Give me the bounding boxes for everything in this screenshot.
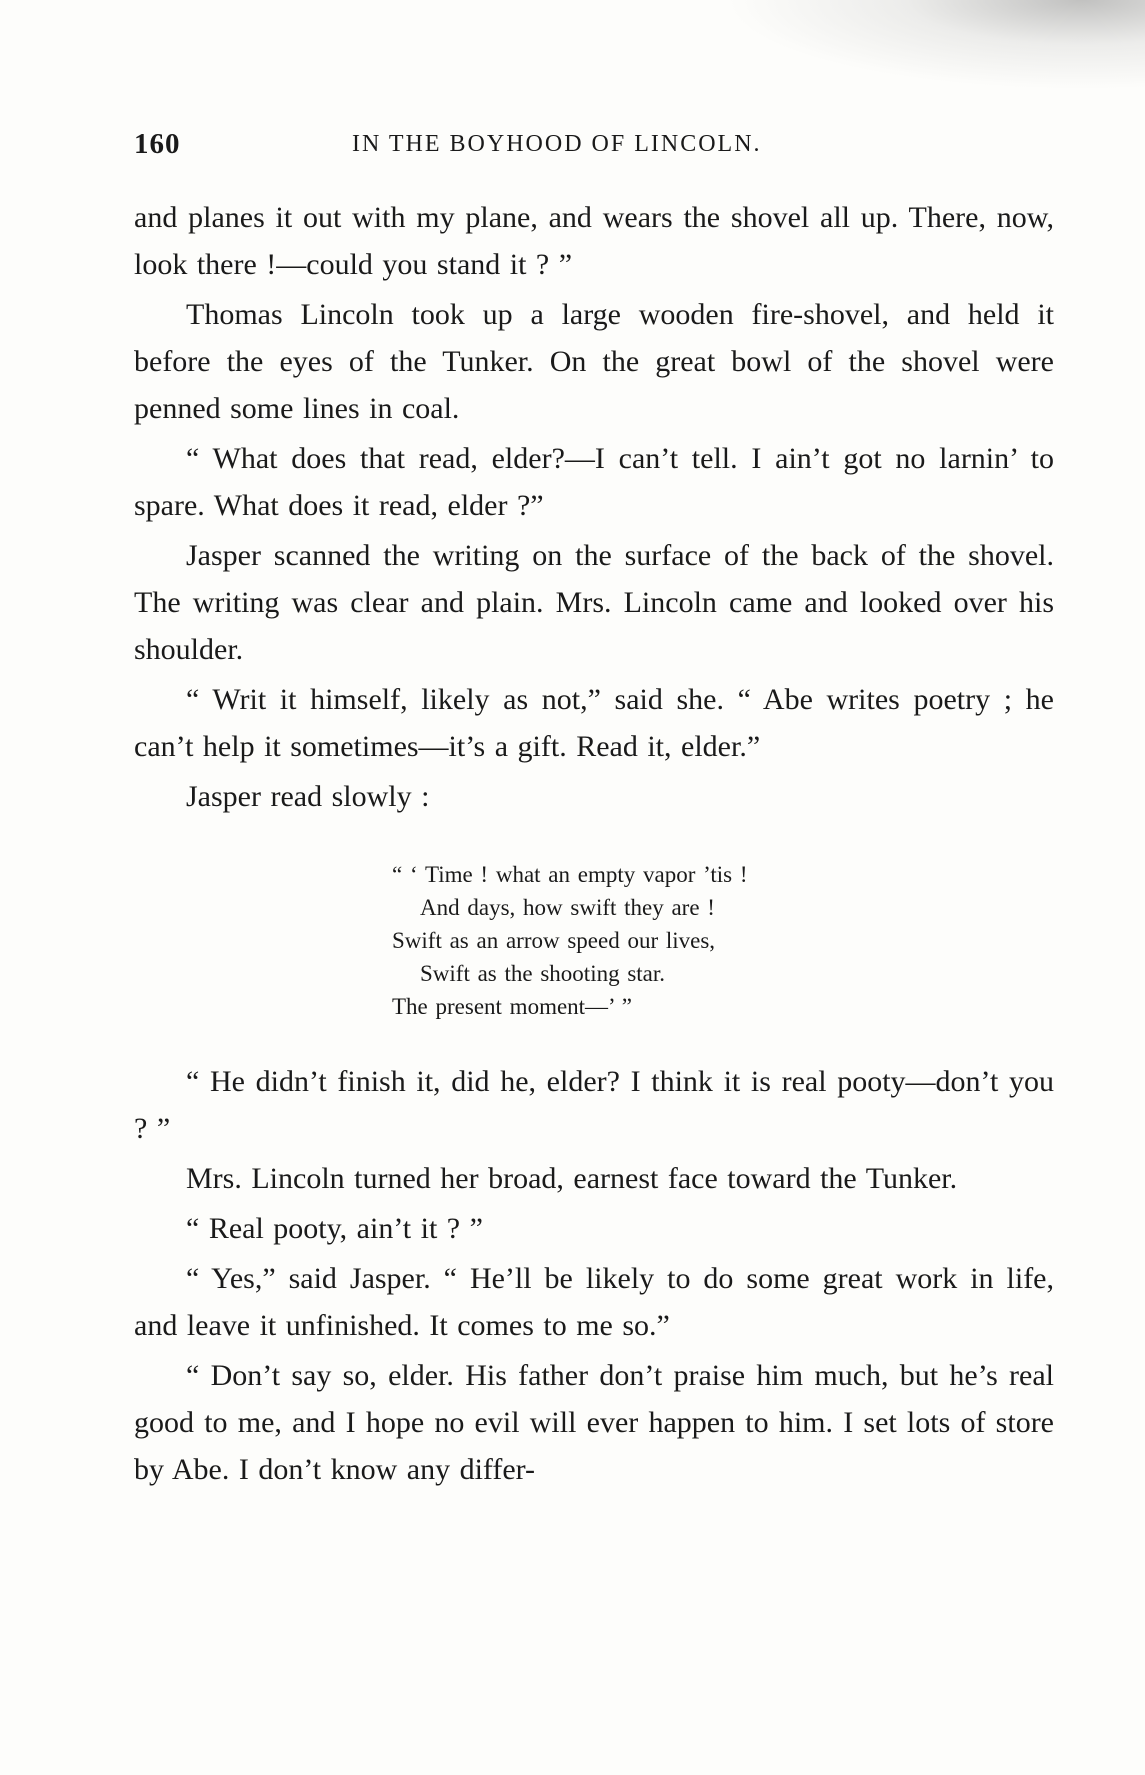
paragraph: Thomas Lincoln took up a large wooden fire-shovel, and held it before the eyes of the Tunker. On the great bowl of the shovel were penned some lines in coal. xyxy=(134,298,1054,425)
paragraph: Jasper read slowly : xyxy=(186,780,430,813)
poem-line: The present moment—’ ” xyxy=(392,994,632,1019)
poem-line: Swift as the shooting star. xyxy=(420,961,666,986)
poem-line: Swift as an arrow speed our lives, xyxy=(392,928,716,953)
scan-speckle xyxy=(725,0,1145,90)
poem-line: And days, how swift they are ! xyxy=(420,895,715,920)
paragraph: “ What does that read, elder?—I can’t tell. I ain’t got no larnin’ to spare. What does it read, elder ?” xyxy=(134,442,1054,522)
paragraph: “ Yes,” said Jasper. “ He’ll be likely to do some great work in life, and leave it unfinished. It comes to me so.” xyxy=(134,1262,1054,1342)
body-text xyxy=(134,194,1054,1496)
page-number: 160 xyxy=(134,128,181,160)
running-head: IN THE BOYHOOD OF LINCOLN. xyxy=(352,131,762,157)
paragraph: “ Real pooty, ain’t it ? ” xyxy=(186,1212,483,1245)
paragraph: “ Don’t say so, elder. His father don’t praise him much, but he’s real good to me, and I hope no evil will ever happen to him. I set lots of store by Abe. I don’t know any differ- xyxy=(134,1359,1054,1486)
poem-line: “ ‘ Time ! what an empty vapor ’tis ! xyxy=(392,862,748,887)
page-header xyxy=(134,128,1054,168)
paragraph: “ Writ it himself, likely as not,” said she. “ Abe writes poetry ; he can’t help it sometimes—it’s a gift. Read it, elder.” xyxy=(134,683,1054,763)
paragraph: “ He didn’t finish it, did he, elder? I think it is real pooty—don’t you ? ” xyxy=(134,1065,1054,1145)
poem-block xyxy=(392,858,1054,1023)
paragraph: Mrs. Lincoln turned her broad, earnest face toward the Tunker. xyxy=(186,1162,958,1195)
paragraph: Jasper scanned the writing on the surface of the back of the shovel. The writing was clear and plain. Mrs. Lincoln came and looked over his shoulder. xyxy=(134,539,1054,666)
paragraph: and planes it out with my plane, and wears the shovel all up. There, now, look there !—could you stand it ? ” xyxy=(134,201,1054,281)
